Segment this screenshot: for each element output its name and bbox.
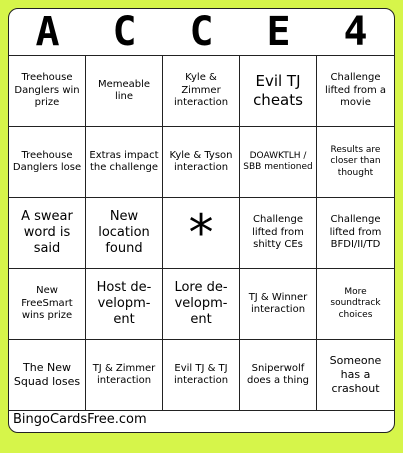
bingo-cell[interactable]: Kyle & Zimmer interaction — [163, 56, 240, 127]
bingo-cell[interactable]: Kyle & Tyson interaction — [163, 127, 240, 198]
bingo-cell[interactable]: Challenge lifted from a movie — [317, 56, 394, 127]
bingo-cell[interactable]: Challenge lifted from shitty CEs — [240, 198, 317, 269]
bingo-cell[interactable]: Evil TJ cheats — [240, 56, 317, 127]
bingo-cell[interactable]: Evil TJ & TJ interaction — [163, 340, 240, 411]
header-letter-3: C — [189, 9, 214, 55]
header-letter-5: 4 — [343, 9, 368, 55]
bingo-cell[interactable]: TJ & Zimmer interaction — [86, 340, 163, 411]
bingo-cell[interactable]: Memeable line — [86, 56, 163, 127]
footer-site-name: BingoCardsFree.com — [13, 412, 147, 427]
bingo-cell[interactable]: Lore de-velopm-ent — [163, 269, 240, 340]
bingo-cell[interactable]: Extras impact the challenge — [86, 127, 163, 198]
header-letter-4: E — [266, 9, 291, 55]
bingo-cell[interactable]: Results are closer than thought — [317, 127, 394, 198]
bingo-cell[interactable]: Sniperwolf does a thing — [240, 340, 317, 411]
bingo-card — [8, 8, 395, 433]
bingo-grid — [9, 56, 394, 411]
header-letter-2: C — [112, 9, 137, 55]
bingo-cell[interactable]: New location found — [86, 198, 163, 269]
bingo-cell[interactable]: DOAWKTLH / SBB mentioned — [240, 127, 317, 198]
bingo-cell[interactable]: Treehouse Danglers lose — [9, 127, 86, 198]
bingo-cell[interactable]: More soundtrack choices — [317, 269, 394, 340]
bingo-cell[interactable]: Host de-velopm-ent — [86, 269, 163, 340]
bingo-cell[interactable]: Treehouse Danglers win prize — [9, 56, 86, 127]
free-space-star[interactable]: * — [163, 198, 240, 269]
bingo-cell[interactable]: The New Squad loses — [9, 340, 86, 411]
bingo-cell[interactable]: TJ & Winner interaction — [240, 269, 317, 340]
bingo-cell[interactable]: Someone has a crashout — [317, 340, 394, 411]
bingo-cell[interactable]: Challenge lifted from BFDI/II/TD — [317, 198, 394, 269]
card-header — [9, 9, 394, 56]
bingo-cell[interactable]: New FreeSmart wins prize — [9, 269, 86, 340]
bingo-cell[interactable]: A swear word is said — [9, 198, 86, 269]
header-letter-1: A — [35, 9, 60, 55]
